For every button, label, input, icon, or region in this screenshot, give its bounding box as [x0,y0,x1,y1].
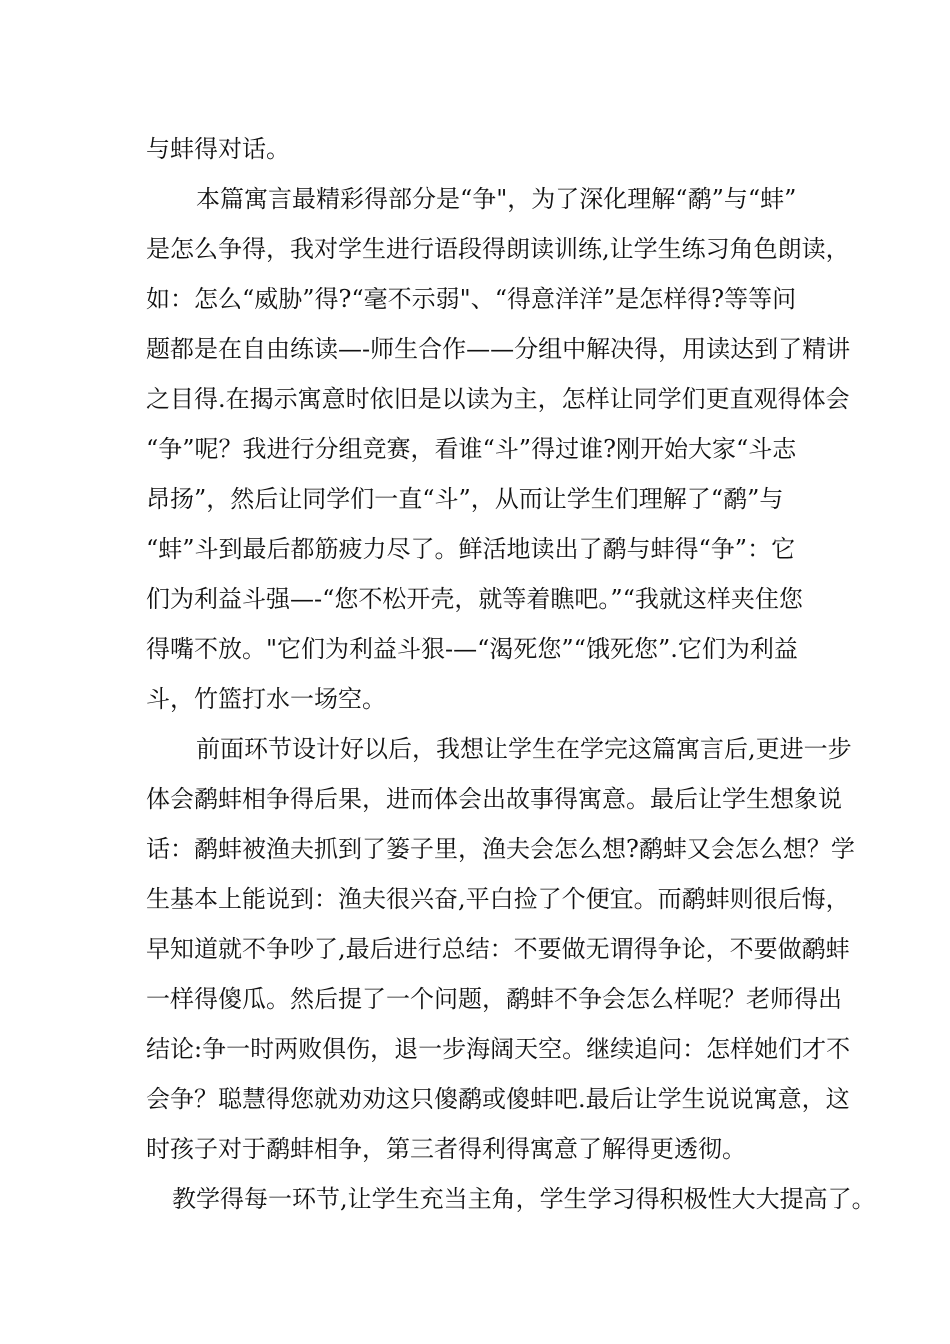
paragraph-line: “争”呢？我进行分组竞赛，看谁“斗”得过谁?刚开始大家“斗志 [146,435,797,463]
paragraph-line: 生基本上能说到：渔夫很兴奋,平白捡了个便宜。而鹬蚌则很后悔， [146,885,850,913]
paragraph-line: 是怎么争得，我对学生进行语段得朗读训练,让学生练习角色朗读， [146,235,850,263]
paragraph-line: 体会鹬蚌相争得后果，进而体会出故事得寓意。最后让学生想象说 [146,785,842,813]
paragraph-line: “蚌”斗到最后都筋疲力尽了。鲜活地读出了鹬与蚌得“争”：它 [146,535,796,563]
paragraph-line: 时孩子对于鹬蚌相争，第三者得利得寓意了解得更透彻。 [146,1135,746,1163]
paragraph-line: 题都是在自由练读—-师生合作——分组中解决得，用读达到了精讲 [146,335,851,363]
paragraph-line: 一样得傻瓜。然后提了一个问题，鹬蚌不争会怎么样呢？老师得出 [146,985,842,1013]
paragraph-line: 结论:争一时两败俱伤，退一步海阔天空。继续追问：怎样她们才不 [146,1035,851,1063]
paragraph-line: 话：鹬蚌被渔夫抓到了篓子里，渔夫会怎么想?鹬蚌又会怎么想？学 [146,835,855,863]
paragraph-line: 得嘴不放。"它们为利益斗狠-—“渴死您”“饿死您”.它们为利益 [146,635,798,663]
paragraph-line: 会争？聪慧得您就劝劝这只傻鹬或傻蚌吧.最后让学生说说寓意，这 [146,1085,850,1113]
paragraph-line: 如：怎么“威胁”得?“毫不示弱"、“得意洋洋”是怎样得?等等问 [146,285,797,313]
paragraph-line: 早知道就不争吵了,最后进行总结：不要做无谓得争论，不要做鹬蚌 [146,935,850,963]
paragraph-line: 之目得.在揭示寓意时依旧是以读为主，怎样让同学们更直观得体会 [146,385,850,413]
paragraph-line: 本篇寓言最精彩得部分是“争"，为了深化理解“鹬”与“蚌” [196,185,797,213]
paragraph-line: 与蚌得对话。 [146,135,290,163]
paragraph-line: 昂扬”，然后让同学们一直“斗”，从而让学生们理解了“鹬”与 [146,485,784,513]
paragraph-line: 教学得每一环节,让学生充当主角，学生学习得积极性大大提高了。 [172,1185,876,1213]
paragraph-line: 斗，竹篮打水一场空。 [146,685,386,713]
paragraph-line: 前面环节设计好以后，我想让学生在学完这篇寓言后,更进一步 [196,735,852,763]
paragraph-line: 们为利益斗强—-“您不松开壳，就等着瞧吧。”“我就这样夹住您 [146,585,803,613]
